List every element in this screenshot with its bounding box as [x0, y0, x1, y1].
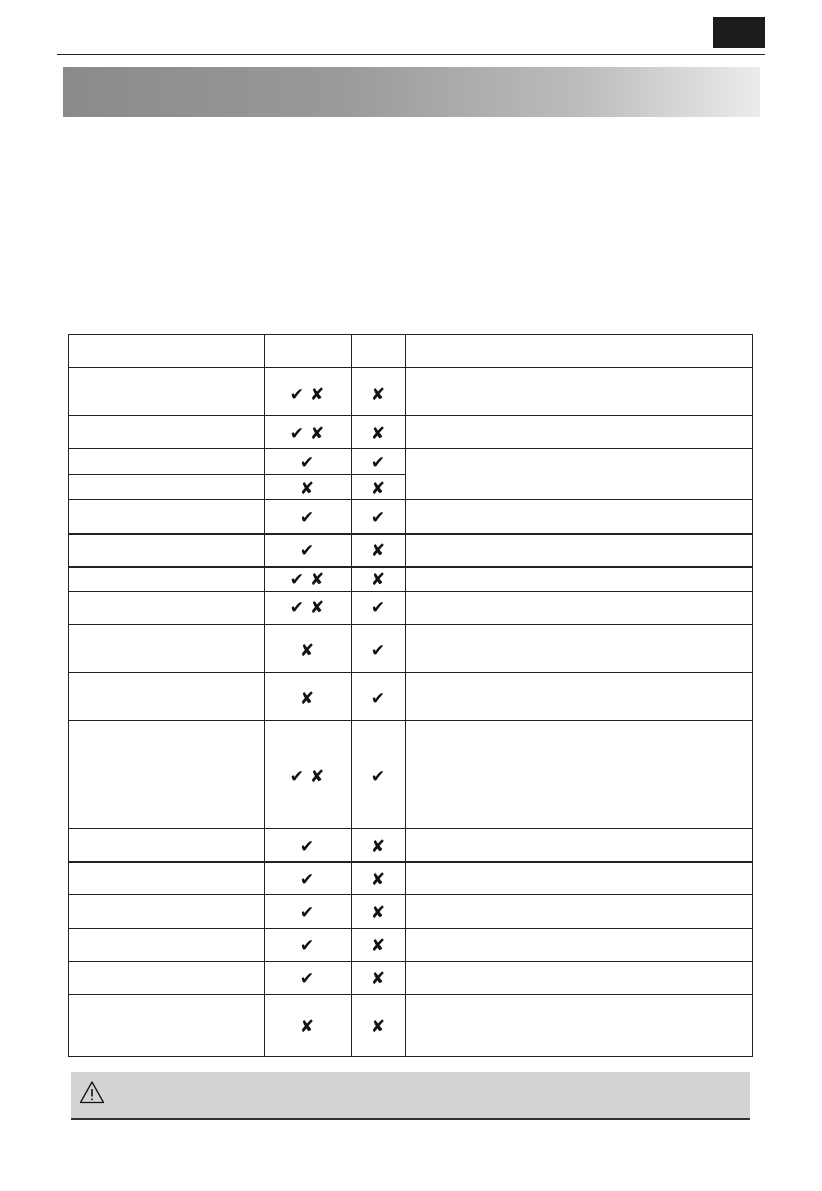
row-divider	[68, 928, 753, 929]
cross-mark: ✘	[370, 570, 386, 590]
cross-mark: ✘	[370, 424, 386, 444]
table-frame	[68, 334, 753, 1057]
check-cross-mark: ✔ ✘	[289, 767, 325, 787]
check-mark: ✔	[370, 508, 386, 528]
row-divider	[68, 894, 753, 895]
cross-mark: ✘	[370, 1017, 386, 1037]
check-cross-mark: ✔ ✘	[289, 598, 325, 618]
row-divider	[68, 566, 753, 568]
row-divider	[68, 624, 753, 625]
cross-mark: ✘	[299, 641, 315, 661]
row-divider	[68, 415, 753, 416]
cross-mark: ✘	[299, 1017, 315, 1037]
check-cross-mark: ✔ ✘	[289, 424, 325, 444]
check-mark: ✔	[299, 870, 315, 890]
cross-mark: ✘	[370, 837, 386, 857]
row-divider	[68, 367, 753, 368]
row-divider	[68, 533, 753, 535]
row-divider	[68, 499, 753, 500]
column-divider	[264, 334, 265, 1057]
check-mark: ✔	[299, 936, 315, 956]
row-divider	[68, 994, 753, 995]
cross-mark: ✘	[370, 969, 386, 989]
cross-mark: ✘	[370, 870, 386, 890]
cross-mark: ✘	[299, 479, 315, 499]
check-mark: ✔	[370, 641, 386, 661]
check-mark: ✔	[370, 767, 386, 787]
cross-mark: ✘	[370, 479, 386, 499]
check-mark: ✔	[299, 453, 315, 473]
check-cross-mark: ✔ ✘	[289, 385, 325, 405]
check-mark: ✔	[299, 541, 315, 561]
cross-mark: ✘	[370, 541, 386, 561]
check-mark: ✔	[299, 903, 315, 923]
language-tab	[713, 17, 765, 48]
check-mark: ✔	[370, 689, 386, 709]
row-divider	[68, 961, 753, 962]
section-title-band	[63, 67, 760, 117]
cross-mark: ✘	[370, 903, 386, 923]
cross-mark: ✘	[370, 936, 386, 956]
row-divider	[68, 828, 753, 829]
cross-mark: ✘	[299, 689, 315, 709]
row-divider	[68, 474, 405, 475]
column-divider	[351, 334, 352, 1057]
row-divider	[68, 672, 753, 673]
check-cross-mark: ✔ ✘	[289, 570, 325, 590]
header-rule	[57, 54, 765, 55]
check-mark: ✔	[370, 598, 386, 618]
warning-triangle-icon	[79, 1080, 105, 1104]
row-divider	[68, 448, 753, 449]
column-divider	[405, 334, 406, 1057]
row-divider	[68, 591, 753, 592]
check-mark: ✔	[370, 453, 386, 473]
cross-mark: ✘	[370, 385, 386, 405]
row-divider	[68, 861, 753, 863]
warning-notice	[71, 1072, 750, 1120]
check-mark: ✔	[299, 969, 315, 989]
check-mark: ✔	[299, 837, 315, 857]
row-divider	[68, 720, 753, 721]
check-mark: ✔	[299, 508, 315, 528]
